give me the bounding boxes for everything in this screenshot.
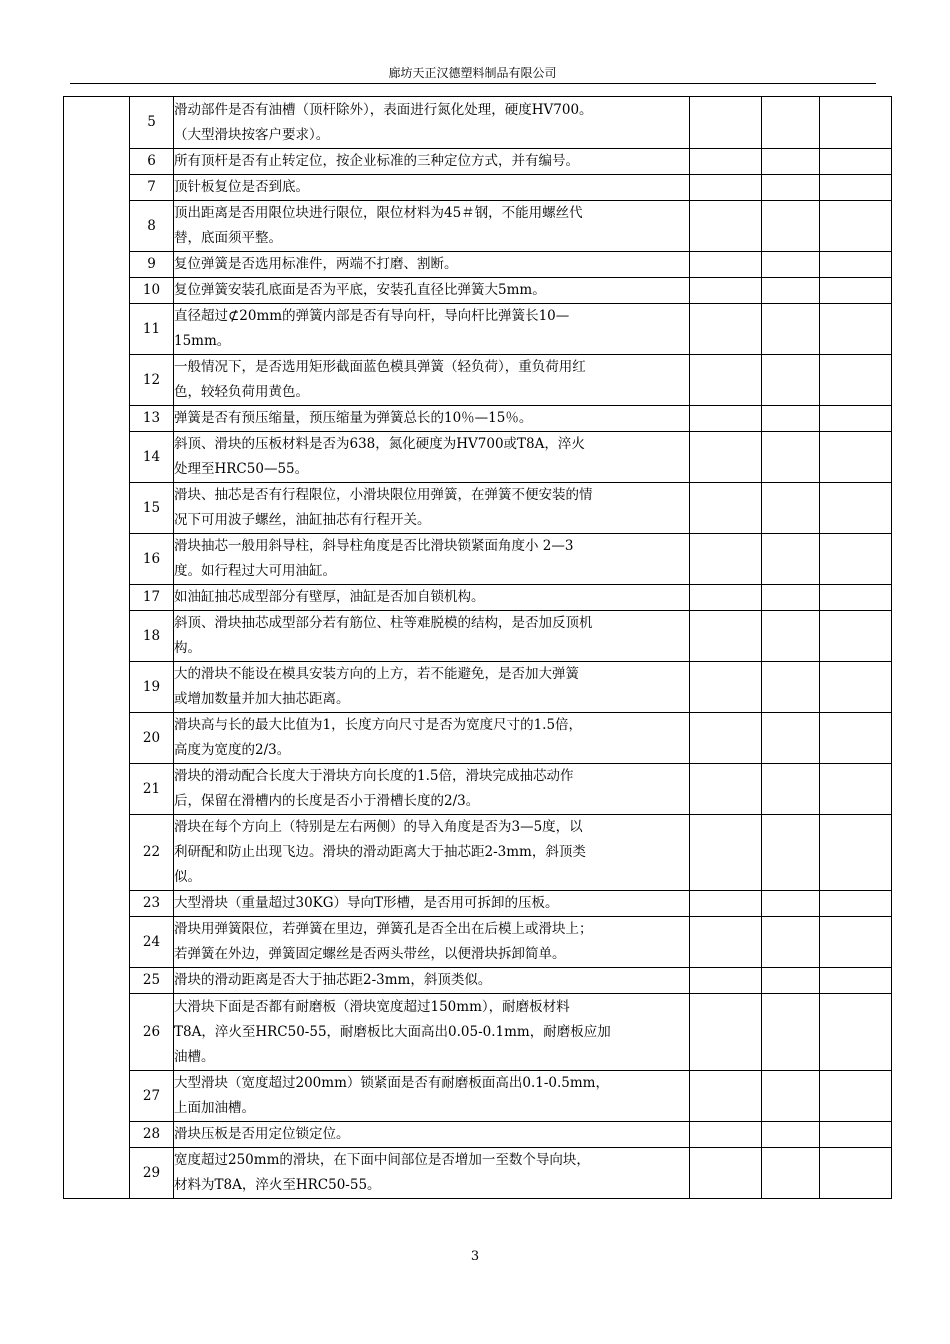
- result-cell-a: [690, 968, 762, 994]
- check-item-text: 所有顶杆是否有止转定位，按企业标准的三种定位方式，并有编号。: [174, 149, 690, 175]
- checklist-row: [64, 994, 892, 1071]
- result-cell-b: [762, 713, 820, 764]
- item-number: 24: [130, 917, 174, 968]
- result-cell-c: [820, 1148, 892, 1199]
- item-number: 9: [130, 252, 174, 278]
- item-number: 27: [130, 1071, 174, 1122]
- result-cell-c: [820, 534, 892, 585]
- checklist-body: [64, 97, 892, 1199]
- check-item-text: 复位弹簧是否选用标准件，两端不打磨、割断。: [174, 252, 690, 278]
- result-cell-a: [690, 97, 762, 149]
- item-number: 12: [130, 355, 174, 406]
- checklist-row: [64, 1071, 892, 1122]
- checklist-row: [64, 534, 892, 585]
- check-item-text: 滑块的滑动配合长度大于滑块方向长度的1.5倍，滑块完成抽芯动作 后，保留在滑槽内的长度是否小于滑槽长度的2/3。: [174, 764, 690, 815]
- result-cell-c: [820, 355, 892, 406]
- checklist-row: [64, 585, 892, 611]
- item-number: 11: [130, 304, 174, 355]
- result-cell-c: [820, 406, 892, 432]
- checklist-row: [64, 891, 892, 917]
- result-cell-a: [690, 1148, 762, 1199]
- result-cell-b: [762, 432, 820, 483]
- result-cell-b: [762, 1148, 820, 1199]
- checklist-row: [64, 611, 892, 662]
- check-item-text: 如油缸抽芯成型部分有壁厚，油缸是否加自锁机构。: [174, 585, 690, 611]
- check-item-text: 滑块在每个方向上（特别是左右两侧）的导入角度是否为3—5度，以 利研配和防止出现飞边。滑块的滑动距离大于抽芯距2-3mm，斜顶类 似。: [174, 815, 690, 891]
- checklist-row: [64, 432, 892, 483]
- check-item-text: 顶针板复位是否到底。: [174, 175, 690, 201]
- checklist-row: [64, 917, 892, 968]
- check-item-text: 滑块用弹簧限位，若弹簧在里边，弹簧孔是否全出在后模上或滑块上； 若弹簧在外边，弹簧固定螺丝是否两头带丝，以便滑块拆卸简单。: [174, 917, 690, 968]
- item-number: 26: [130, 994, 174, 1071]
- result-cell-b: [762, 483, 820, 534]
- result-cell-b: [762, 278, 820, 304]
- result-cell-a: [690, 175, 762, 201]
- result-cell-a: [690, 149, 762, 175]
- checklist-row: [64, 252, 892, 278]
- checklist-row: [64, 278, 892, 304]
- result-cell-c: [820, 149, 892, 175]
- result-cell-a: [690, 994, 762, 1071]
- checklist-table: [63, 96, 892, 1199]
- checklist-row: [64, 483, 892, 534]
- result-cell-b: [762, 611, 820, 662]
- result-cell-a: [690, 406, 762, 432]
- result-cell-b: [762, 815, 820, 891]
- check-item-text: 大的滑块不能设在模具安装方向的上方，若不能避免，是否加大弹簧 或增加数量并加大抽芯距离。: [174, 662, 690, 713]
- company-header: 廊坊天正汉德塑料制品有限公司: [388, 66, 557, 80]
- item-number: 14: [130, 432, 174, 483]
- item-number: 19: [130, 662, 174, 713]
- check-item-text: 滑块、抽芯是否有行程限位，小滑块限位用弹簧，在弹簧不便安装的情 况下可用波子螺丝，油缸抽芯有行程开关。: [174, 483, 690, 534]
- item-number: 10: [130, 278, 174, 304]
- item-number: 7: [130, 175, 174, 201]
- result-cell-c: [820, 585, 892, 611]
- item-number: 28: [130, 1122, 174, 1148]
- result-cell-c: [820, 252, 892, 278]
- checklist-row: [64, 406, 892, 432]
- result-cell-c: [820, 917, 892, 968]
- checklist-row: [64, 1148, 892, 1199]
- result-cell-b: [762, 175, 820, 201]
- check-item-text: 弹簧是否有预压缩量，预压缩量为弹簧总长的10％—15％。: [174, 406, 690, 432]
- result-cell-b: [762, 994, 820, 1071]
- result-cell-a: [690, 585, 762, 611]
- result-cell-a: [690, 355, 762, 406]
- result-cell-b: [762, 968, 820, 994]
- result-cell-b: [762, 891, 820, 917]
- checklist-row: [64, 149, 892, 175]
- result-cell-b: [762, 355, 820, 406]
- result-cell-a: [690, 662, 762, 713]
- result-cell-b: [762, 97, 820, 149]
- item-number: 8: [130, 201, 174, 252]
- item-number: 18: [130, 611, 174, 662]
- result-cell-c: [820, 304, 892, 355]
- check-item-text: 滑动部件是否有油槽（顶杆除外），表面进行氮化处理，硬度HV700。 （大型滑块按客户要求）。: [174, 97, 690, 149]
- result-cell-a: [690, 917, 762, 968]
- result-cell-c: [820, 815, 892, 891]
- checklist-row: [64, 764, 892, 815]
- result-cell-b: [762, 585, 820, 611]
- header-divider: [70, 83, 876, 84]
- result-cell-c: [820, 97, 892, 149]
- result-cell-a: [690, 304, 762, 355]
- check-item-text: 斜顶、滑块的压板材料是否为638，氮化硬度为HV700或T8A，淬火 处理至HRC50—55。: [174, 432, 690, 483]
- check-item-text: 宽度超过250mm的滑块，在下面中间部位是否增加一至数个导向块， 材料为T8A，淬火至HRC50-55。: [174, 1148, 690, 1199]
- checklist-row: [64, 97, 892, 149]
- result-cell-a: [690, 815, 762, 891]
- page-number: 3: [470, 1249, 480, 1264]
- result-cell-b: [762, 917, 820, 968]
- result-cell-b: [762, 201, 820, 252]
- checklist-row: [64, 968, 892, 994]
- checklist-row: [64, 355, 892, 406]
- check-item-text: 滑块压板是否用定位锁定位。: [174, 1122, 690, 1148]
- item-number: 16: [130, 534, 174, 585]
- checklist-row: [64, 304, 892, 355]
- check-item-text: 大型滑块（宽度超过200mm）锁紧面是否有耐磨板面高出0.1-0.5mm， 上面加油槽。: [174, 1071, 690, 1122]
- result-cell-c: [820, 201, 892, 252]
- item-number: 5: [130, 97, 174, 149]
- result-cell-b: [762, 1122, 820, 1148]
- result-cell-b: [762, 534, 820, 585]
- item-number: 29: [130, 1148, 174, 1199]
- item-number: 17: [130, 585, 174, 611]
- result-cell-a: [690, 1071, 762, 1122]
- result-cell-b: [762, 662, 820, 713]
- item-number: 25: [130, 968, 174, 994]
- checklist-row: [64, 1122, 892, 1148]
- result-cell-a: [690, 611, 762, 662]
- item-number: 22: [130, 815, 174, 891]
- result-cell-a: [690, 483, 762, 534]
- result-cell-a: [690, 534, 762, 585]
- result-cell-c: [820, 1071, 892, 1122]
- item-number: 23: [130, 891, 174, 917]
- check-item-text: 大滑块下面是否都有耐磨板（滑块宽度超过150mm），耐磨板材料 T8A，淬火至HRC50-55，耐磨板比大面高出0.05-0.1mm，耐磨板应加 油槽。: [174, 994, 690, 1071]
- check-item-text: 顶出距离是否用限位块进行限位，限位材料为45＃钢，不能用螺丝代 替，底面须平整。: [174, 201, 690, 252]
- result-cell-b: [762, 406, 820, 432]
- result-cell-b: [762, 1071, 820, 1122]
- result-cell-a: [690, 252, 762, 278]
- result-cell-c: [820, 175, 892, 201]
- result-cell-c: [820, 764, 892, 815]
- result-cell-b: [762, 149, 820, 175]
- result-cell-a: [690, 1122, 762, 1148]
- checklist-row: [64, 713, 892, 764]
- result-cell-c: [820, 713, 892, 764]
- check-item-text: 直径超过⊄20mm的弹簧内部是否有导向杆，导向杆比弹簧长10— 15mm。: [174, 304, 690, 355]
- item-number: 6: [130, 149, 174, 175]
- item-number: 13: [130, 406, 174, 432]
- item-number: 20: [130, 713, 174, 764]
- result-cell-c: [820, 611, 892, 662]
- result-cell-c: [820, 994, 892, 1071]
- result-cell-c: [820, 1122, 892, 1148]
- checklist-row: [64, 815, 892, 891]
- result-cell-a: [690, 278, 762, 304]
- result-cell-c: [820, 968, 892, 994]
- check-item-text: 滑块的滑动距离是否大于抽芯距2-3mm，斜顶类似。: [174, 968, 690, 994]
- checklist-row: [64, 662, 892, 713]
- item-number: 15: [130, 483, 174, 534]
- result-cell-c: [820, 432, 892, 483]
- result-cell-a: [690, 432, 762, 483]
- check-item-text: 斜顶、滑块抽芯成型部分若有筋位、柱等难脱模的结构，是否加反顶机 构。: [174, 611, 690, 662]
- result-cell-c: [820, 483, 892, 534]
- result-cell-c: [820, 891, 892, 917]
- result-cell-a: [690, 764, 762, 815]
- checklist-row: [64, 175, 892, 201]
- result-cell-c: [820, 278, 892, 304]
- result-cell-b: [762, 304, 820, 355]
- result-cell-c: [820, 662, 892, 713]
- check-item-text: 滑块高与长的最大比值为1，长度方向尺寸是否为宽度尺寸的1.5倍， 高度为宽度的2/3。: [174, 713, 690, 764]
- check-item-text: 大型滑块（重量超过30KG）导向T形槽，是否用可拆卸的压板。: [174, 891, 690, 917]
- result-cell-b: [762, 764, 820, 815]
- check-item-text: 一般情况下，是否选用矩形截面蓝色模具弹簧（轻负荷），重负荷用红 色，较轻负荷用黄色。: [174, 355, 690, 406]
- check-item-text: 复位弹簧安装孔底面是否为平底，安装孔直径比弹簧大5mm。: [174, 278, 690, 304]
- result-cell-a: [690, 201, 762, 252]
- result-cell-b: [762, 252, 820, 278]
- checklist-row: [64, 201, 892, 252]
- item-number: 21: [130, 764, 174, 815]
- check-item-text: 滑块抽芯一般用斜导柱，斜导柱角度是否比滑块锁紧面角度小 2—3 度。如行程过大可用油缸。: [174, 534, 690, 585]
- result-cell-a: [690, 891, 762, 917]
- result-cell-a: [690, 713, 762, 764]
- section-cell: [64, 97, 130, 1199]
